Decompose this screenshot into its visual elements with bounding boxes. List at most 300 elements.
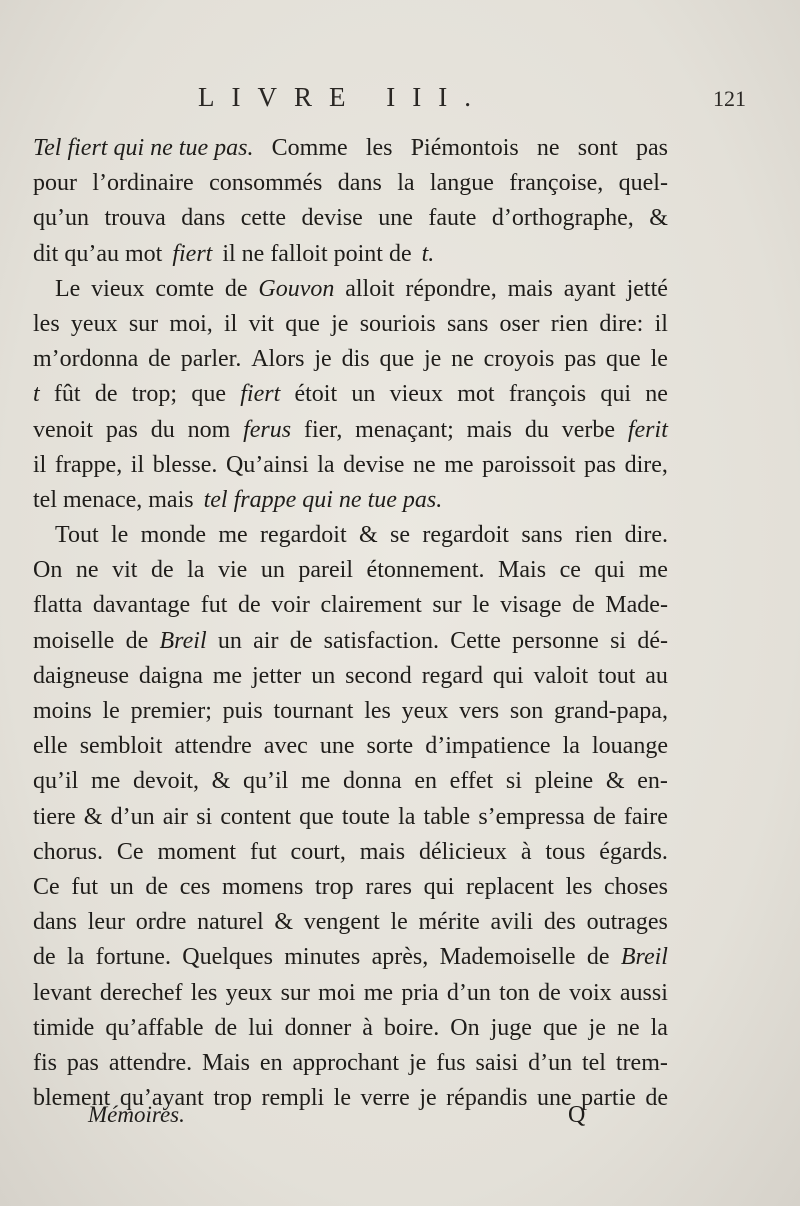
word: & (649, 205, 668, 232)
word: jetter (252, 662, 302, 689)
text-line (33, 870, 668, 905)
word: me (218, 522, 248, 549)
word: les (364, 698, 391, 724)
text-line (33, 1011, 668, 1046)
word: répandis (446, 1085, 528, 1112)
word: dis (341, 346, 370, 373)
word: donner (284, 1014, 352, 1041)
word: attendre (174, 733, 252, 760)
word: qui (600, 381, 632, 408)
text-line (33, 659, 668, 694)
word: s’empressa (478, 803, 585, 830)
word: mérite (418, 909, 480, 936)
word: d’un (110, 803, 155, 830)
word: il ne falloit point de (222, 240, 412, 267)
word: m’ordonna (33, 346, 139, 373)
text-line (33, 764, 668, 799)
word: que (285, 310, 320, 337)
word: grand-papa, (554, 698, 668, 724)
word: la (562, 733, 580, 760)
word: de (150, 557, 174, 584)
word: premier; (130, 698, 212, 724)
word: qu’affable (105, 1014, 204, 1041)
word: il (33, 451, 47, 478)
word: du (150, 416, 175, 443)
word: qui (423, 873, 455, 900)
word: il (654, 310, 668, 337)
word: une (378, 205, 413, 232)
word: de (572, 592, 595, 619)
word: parler. (180, 346, 242, 373)
word: la (317, 451, 335, 478)
word: visage (500, 592, 562, 619)
word: la (650, 1014, 668, 1041)
word: ne (451, 346, 474, 373)
word: il (130, 451, 145, 478)
word: après, (371, 944, 429, 971)
word: répondre, (405, 275, 497, 302)
word: de (148, 346, 171, 373)
word: attendre. (108, 1049, 193, 1076)
word: pas (584, 451, 617, 478)
word: je (419, 1085, 437, 1112)
word: l’ordinaire (92, 170, 194, 197)
word: la (66, 944, 85, 971)
text-line (33, 800, 668, 835)
word: me (444, 451, 474, 478)
word: si (505, 768, 522, 795)
word: de (289, 627, 313, 654)
signature-mark: Q (568, 1102, 586, 1128)
word: je (331, 310, 349, 337)
word: trop; (131, 381, 178, 408)
word: pleine (534, 768, 594, 795)
word: les (33, 310, 60, 337)
running-title: LIVRE III. (198, 82, 488, 112)
word: verre (360, 1085, 410, 1112)
word: & (605, 768, 625, 795)
word: d’un (528, 1049, 573, 1076)
word: boire. (383, 1014, 440, 1041)
text-line (33, 342, 668, 377)
word: & (358, 522, 378, 549)
word: dire. (624, 522, 668, 549)
word: trem- (615, 1049, 668, 1076)
word: Breil (620, 944, 668, 971)
word: dans (33, 909, 77, 936)
word: me (212, 662, 243, 689)
word: daigna (138, 662, 203, 689)
word: t (33, 381, 40, 408)
word: moi, (169, 310, 213, 337)
word: de (645, 1085, 668, 1112)
word: comte (155, 275, 214, 302)
word: pareil (298, 557, 354, 584)
word: qu’un (33, 205, 89, 232)
word: rien (575, 522, 613, 549)
word: moiselle (33, 627, 115, 654)
word: un (260, 557, 285, 584)
word: second (345, 662, 412, 689)
word: son (509, 698, 544, 724)
word: dans (181, 205, 226, 232)
word: Ce (116, 838, 144, 865)
word: personne (512, 627, 599, 654)
word: délicieux (418, 838, 507, 865)
word: regard (421, 662, 483, 689)
word: la (187, 557, 205, 584)
word: françois (508, 381, 587, 408)
word: & (211, 768, 231, 795)
word: sur (280, 979, 310, 1006)
text-line (33, 413, 668, 448)
word: d’un (446, 979, 491, 1006)
text-line (33, 905, 668, 940)
word: tous (545, 838, 586, 865)
word: fut (200, 592, 228, 619)
text-line (33, 729, 668, 764)
word: Comme (271, 135, 348, 161)
word: qui (492, 662, 524, 689)
word: Piémontois (410, 135, 519, 161)
word: à (362, 1014, 373, 1041)
word: le (102, 698, 120, 724)
word: air (253, 627, 279, 654)
word: dans (337, 170, 382, 197)
word: donna (343, 768, 402, 795)
word: On (450, 1014, 480, 1041)
word: de (125, 627, 149, 654)
word: vit (248, 310, 274, 337)
running-head (0, 82, 800, 122)
text-line (33, 131, 668, 166)
word: partie (581, 1085, 636, 1112)
word: la (397, 170, 415, 197)
word: dit qu’au mot (33, 240, 163, 267)
word: fortune. (95, 944, 171, 971)
word: moins (33, 698, 92, 724)
word: de (145, 873, 169, 900)
word: de (586, 944, 610, 971)
word: avec (263, 733, 308, 760)
word: étonnement. (366, 557, 485, 584)
word: Made- (605, 592, 668, 619)
word: replacent (466, 873, 554, 900)
word: fut (249, 838, 277, 865)
word: Breil (159, 627, 207, 654)
text-line (33, 307, 668, 342)
word: court, (290, 838, 346, 865)
word: qu’il (33, 768, 79, 795)
word: yeux (70, 310, 118, 337)
word: dire, (624, 451, 668, 478)
word: pas (635, 135, 668, 161)
word: table (423, 803, 471, 830)
word: fiert (172, 240, 213, 267)
word: levant (33, 979, 92, 1006)
word: pour (33, 170, 77, 197)
word: yeux (225, 979, 273, 1006)
word: en- (637, 768, 668, 795)
word: blesse. (152, 451, 218, 478)
word: Le (55, 275, 81, 302)
word: pas (105, 416, 138, 443)
word: de (214, 1014, 238, 1041)
word: Alors (251, 346, 305, 373)
word: je (423, 346, 442, 373)
word: elle (33, 733, 68, 760)
word: qu’il (243, 768, 289, 795)
word: ne (645, 381, 668, 408)
word: françoise, (509, 170, 604, 197)
word: juge (490, 1014, 532, 1041)
word: derechef (99, 979, 183, 1006)
word: valoit (533, 662, 589, 689)
word: vers (459, 698, 500, 724)
word: tel menace, mais (33, 486, 194, 513)
word: en (414, 768, 437, 795)
word: moment (157, 838, 237, 865)
word: aussi (619, 979, 668, 1006)
word: Tel fiert qui ne tue pas. (33, 135, 254, 161)
word: de (538, 979, 561, 1006)
word: choses (603, 873, 668, 900)
word: sembloit (79, 733, 163, 760)
word: croyois (483, 346, 555, 373)
word: une (537, 1085, 572, 1112)
word: de (33, 944, 56, 971)
word: pria (401, 979, 439, 1006)
word: Qu’ainsi (225, 451, 309, 478)
text-line (33, 588, 668, 623)
word: qui (594, 557, 626, 584)
word: sont (577, 135, 618, 161)
word: le (650, 346, 668, 373)
word: mais (359, 838, 406, 865)
word: Ce (33, 873, 60, 900)
word: naturel (197, 909, 264, 936)
word: fier, (303, 416, 343, 443)
word: consommés (209, 170, 323, 197)
word: leur (87, 909, 126, 936)
word: Tout (55, 522, 99, 549)
word: cette (240, 205, 287, 232)
word: puis (222, 698, 263, 724)
text-line (33, 976, 668, 1011)
word: il (224, 310, 238, 337)
word: que (542, 1014, 578, 1041)
word: en (259, 1049, 283, 1076)
word: toute (341, 803, 390, 830)
word: ayant (563, 275, 616, 302)
text-line (33, 624, 668, 659)
text-line (33, 448, 668, 483)
word: devoit, (133, 768, 199, 795)
word: trop (315, 873, 354, 900)
word: avili (490, 909, 534, 936)
word: Quelques (182, 944, 273, 971)
footer (0, 1102, 800, 1142)
word: Cette (450, 627, 501, 654)
word: quel- (618, 170, 668, 197)
word: à (520, 838, 532, 865)
word: saisi (475, 1049, 519, 1076)
word: me (91, 768, 121, 795)
word: étoit (294, 381, 338, 408)
word: fus (436, 1049, 466, 1076)
word: mais (507, 275, 553, 302)
word: sur (128, 310, 159, 337)
word: louange (592, 733, 668, 760)
text-line (33, 201, 668, 236)
word: minutes (284, 944, 361, 971)
word: monde (140, 522, 206, 549)
word: d’impatience (425, 733, 551, 760)
text-line (33, 483, 668, 518)
word: je (588, 1014, 606, 1041)
word: On (33, 557, 63, 584)
word: le (111, 522, 129, 549)
word: un (109, 873, 134, 900)
word: Mademoiselle (439, 944, 576, 971)
word: content (220, 803, 291, 830)
word: de (224, 275, 248, 302)
word: sans (521, 522, 563, 549)
word: sorte (366, 733, 414, 760)
word: Mais (498, 557, 547, 584)
word: alloit (345, 275, 395, 302)
word: de (593, 803, 616, 830)
word: le (472, 592, 490, 619)
word: outrages (586, 909, 668, 936)
word: vengent (303, 909, 380, 936)
word: les (190, 979, 218, 1006)
word: je (409, 1049, 427, 1076)
word: sans (446, 310, 489, 337)
word: un (351, 381, 376, 408)
text-line (33, 1046, 668, 1081)
word: effet (449, 768, 494, 795)
word: ne (616, 1014, 640, 1041)
word: souriois (359, 310, 436, 337)
word: menaçant; (355, 416, 454, 443)
word: rien (550, 310, 589, 337)
word: des (543, 909, 576, 936)
text-line (33, 940, 668, 975)
word: la (398, 803, 416, 830)
word: une (319, 733, 355, 760)
word: les (565, 873, 593, 900)
word: au (645, 662, 668, 689)
word: davantage (92, 592, 191, 619)
word: faute (428, 205, 477, 232)
word: ferit (627, 416, 668, 443)
word: trop (213, 1085, 252, 1112)
word: rares (365, 873, 412, 900)
word: yeux (401, 698, 449, 724)
word: fiert (240, 381, 281, 408)
text-line (33, 377, 668, 412)
word: Mais (202, 1049, 251, 1076)
body-text (33, 131, 668, 1116)
word: flatta (33, 592, 83, 619)
word: faire (623, 803, 668, 830)
word: oser (499, 310, 540, 337)
word: je (314, 346, 332, 373)
word: ton (499, 979, 530, 1006)
word: d’orthographe, (491, 205, 634, 232)
word: venoit (33, 416, 93, 443)
word: & (83, 803, 103, 830)
text-line (33, 553, 668, 588)
word: ne (75, 557, 99, 584)
word: moi (318, 979, 356, 1006)
word: un (311, 662, 336, 689)
word: devise (301, 205, 363, 232)
text-line (33, 518, 668, 553)
word: clairement (320, 592, 422, 619)
word: air (162, 803, 189, 830)
word: chorus. (33, 838, 103, 865)
word: le (390, 909, 408, 936)
word: lui (248, 1014, 274, 1041)
word: jetté (626, 275, 668, 302)
word: rempli (261, 1085, 325, 1112)
word: fut (71, 873, 99, 900)
word: me (638, 557, 668, 584)
word: regardoit (260, 522, 347, 549)
text-line (33, 237, 668, 272)
word: tel (581, 1049, 606, 1076)
word: blement (33, 1085, 111, 1112)
word: de (94, 381, 118, 408)
word: vieux (91, 275, 145, 302)
word: pas (66, 1049, 99, 1076)
word: regardoit (422, 522, 509, 549)
word: ne (536, 135, 560, 161)
word: langue (429, 170, 494, 197)
word: mot (457, 381, 495, 408)
word: tiere (33, 803, 76, 830)
word: les (365, 135, 393, 161)
word: satisfaction. (323, 627, 439, 654)
word: ordre (135, 909, 187, 936)
word: Gouvon (258, 275, 335, 302)
word: nom (187, 416, 231, 443)
text-line (33, 835, 668, 870)
word: si (610, 627, 627, 654)
word: sur (432, 592, 462, 619)
word: me (301, 768, 331, 795)
word: égards. (599, 838, 668, 865)
word: que (606, 346, 641, 373)
word: que (299, 803, 334, 830)
word: devise (343, 451, 405, 478)
page-number: 121 (713, 86, 746, 111)
word: voix (568, 979, 612, 1006)
word: mais (466, 416, 512, 443)
text-line (33, 272, 668, 307)
word: voir (271, 592, 310, 619)
word: approchant (292, 1049, 400, 1076)
word: vieux (389, 381, 443, 408)
word: que (379, 346, 415, 373)
word: ferus (243, 416, 292, 443)
word: trouva (104, 205, 166, 232)
word: le (333, 1085, 351, 1112)
word: timide (33, 1014, 95, 1041)
word: pas (564, 346, 597, 373)
